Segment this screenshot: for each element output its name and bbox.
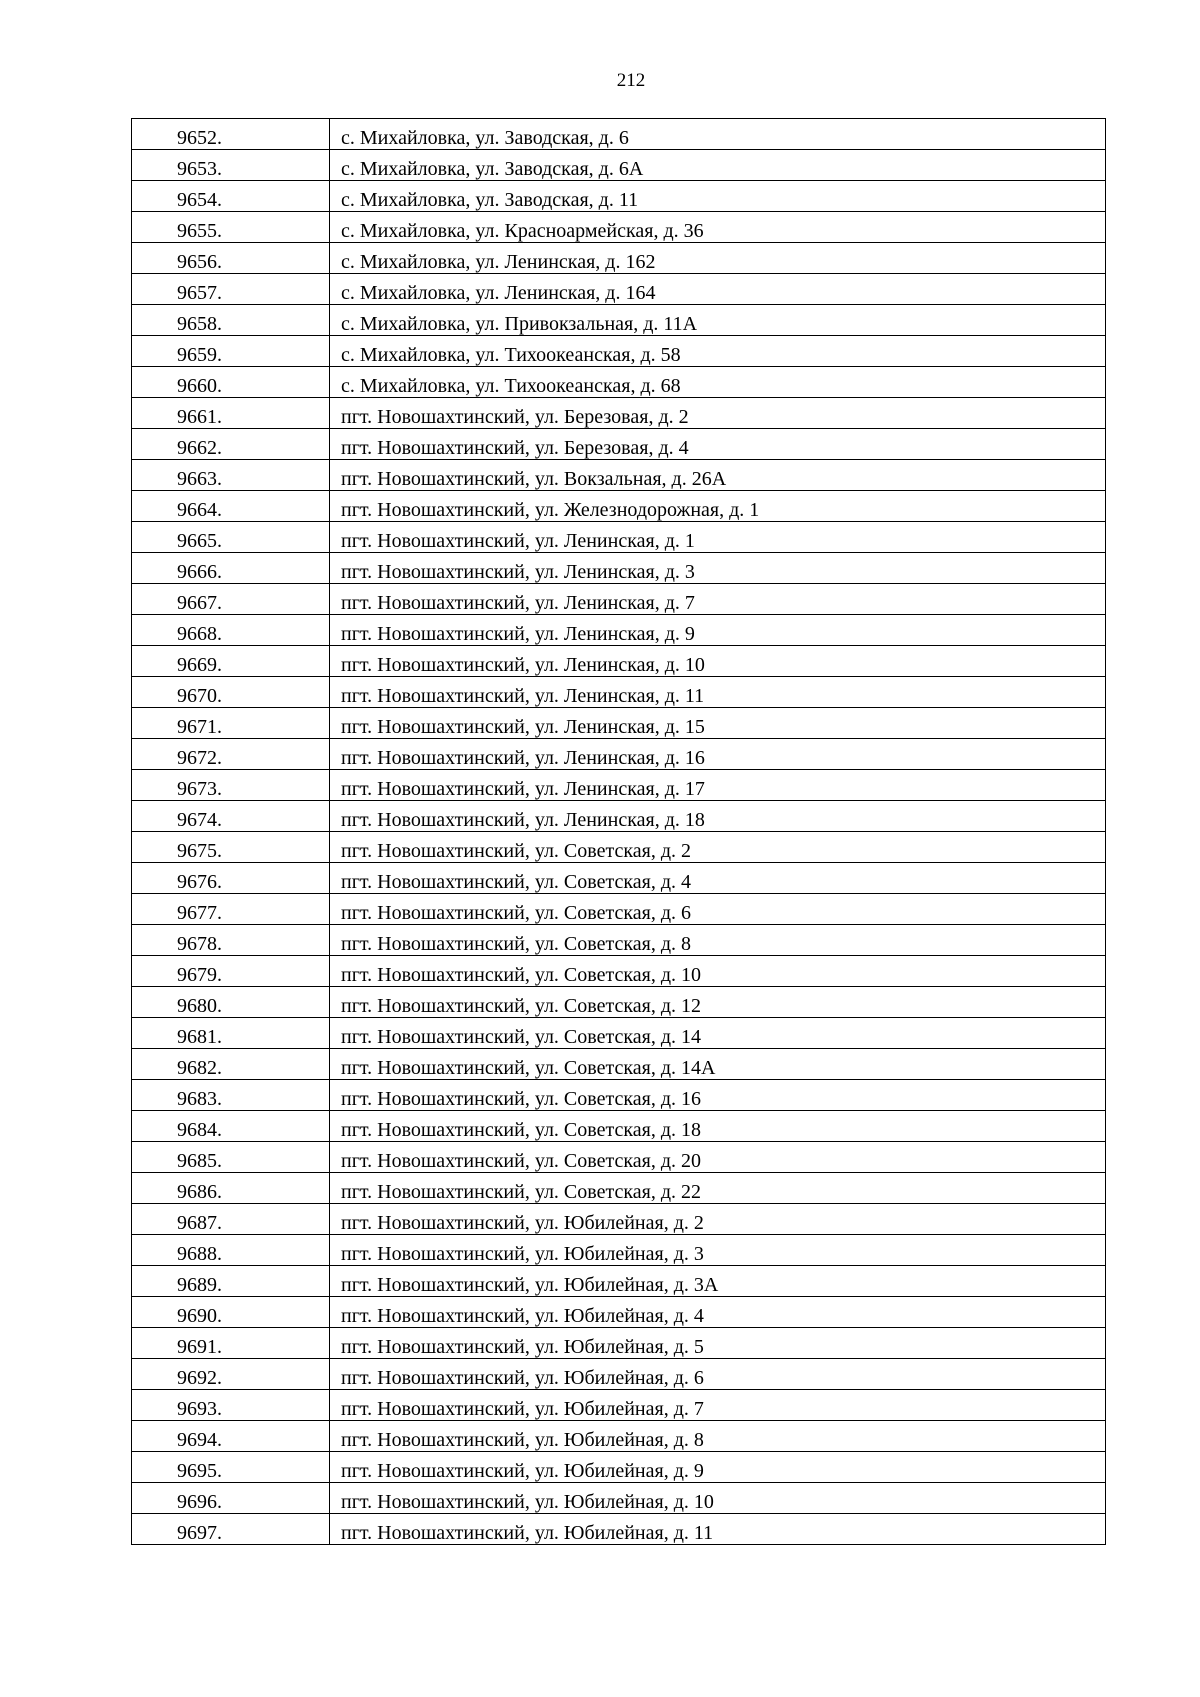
address-cell: пгт. Новошахтинский, ул. Советская, д. 22 — [330, 1173, 1106, 1204]
address-cell: пгт. Новошахтинский, ул. Советская, д. 20 — [330, 1142, 1106, 1173]
row-number-cell: 9682. — [132, 1049, 330, 1080]
row-number-cell: 9683. — [132, 1080, 330, 1111]
row-number-cell: 9661. — [132, 398, 330, 429]
address-cell: пгт. Новошахтинский, ул. Советская, д. 16 — [330, 1080, 1106, 1111]
table-row — [132, 150, 1106, 181]
row-number-cell: 9671. — [132, 708, 330, 739]
address-cell: пгт. Новошахтинский, ул. Железнодорожная, д. 1 — [330, 491, 1106, 522]
address-cell: пгт. Новошахтинский, ул. Советская, д. 4 — [330, 863, 1106, 894]
address-cell: пгт. Новошахтинский, ул. Советская, д. 8 — [330, 925, 1106, 956]
row-number-cell: 9680. — [132, 987, 330, 1018]
address-cell: пгт. Новошахтинский, ул. Ленинская, д. 16 — [330, 739, 1106, 770]
row-number-cell: 9656. — [132, 243, 330, 274]
table-row — [132, 987, 1106, 1018]
row-number-cell: 9696. — [132, 1483, 330, 1514]
row-number-cell: 9690. — [132, 1297, 330, 1328]
table-row — [132, 1080, 1106, 1111]
address-cell: пгт. Новошахтинский, ул. Ленинская, д. 1 — [330, 522, 1106, 553]
row-number-cell: 9679. — [132, 956, 330, 987]
table-row — [132, 801, 1106, 832]
table-row — [132, 553, 1106, 584]
row-number-cell: 9673. — [132, 770, 330, 801]
address-cell: пгт. Новошахтинский, ул. Ленинская, д. 9 — [330, 615, 1106, 646]
address-cell: пгт. Новошахтинский, ул. Советская, д. 14А — [330, 1049, 1106, 1080]
table-row — [132, 1173, 1106, 1204]
table-row — [132, 429, 1106, 460]
table-row — [132, 1328, 1106, 1359]
address-table — [131, 118, 1106, 1545]
table-row — [132, 212, 1106, 243]
table-row — [132, 925, 1106, 956]
table-row — [132, 522, 1106, 553]
address-table-body — [132, 119, 1106, 1545]
table-row — [132, 460, 1106, 491]
table-row — [132, 863, 1106, 894]
address-cell: пгт. Новошахтинский, ул. Юбилейная, д. 7 — [330, 1390, 1106, 1421]
address-cell: с. Михайловка, ул. Красноармейская, д. 36 — [330, 212, 1106, 243]
table-row — [132, 274, 1106, 305]
address-cell: пгт. Новошахтинский, ул. Березовая, д. 2 — [330, 398, 1106, 429]
row-number-cell: 9685. — [132, 1142, 330, 1173]
address-cell: пгт. Новошахтинский, ул. Советская, д. 2 — [330, 832, 1106, 863]
table-row — [132, 1390, 1106, 1421]
address-cell: с. Михайловка, ул. Привокзальная, д. 11А — [330, 305, 1106, 336]
row-number-cell: 9688. — [132, 1235, 330, 1266]
address-cell: пгт. Новошахтинский, ул. Советская, д. 14 — [330, 1018, 1106, 1049]
address-cell: пгт. Новошахтинский, ул. Юбилейная, д. 6 — [330, 1359, 1106, 1390]
row-number-cell: 9652. — [132, 119, 330, 150]
address-cell: пгт. Новошахтинский, ул. Советская, д. 6 — [330, 894, 1106, 925]
table-row — [132, 1142, 1106, 1173]
row-number-cell: 9687. — [132, 1204, 330, 1235]
table-row — [132, 1452, 1106, 1483]
table-row — [132, 305, 1106, 336]
address-cell: пгт. Новошахтинский, ул. Юбилейная, д. 5 — [330, 1328, 1106, 1359]
row-number-cell: 9664. — [132, 491, 330, 522]
table-row — [132, 1359, 1106, 1390]
address-cell: пгт. Новошахтинский, ул. Ленинская, д. 7 — [330, 584, 1106, 615]
table-row — [132, 1297, 1106, 1328]
table-row — [132, 491, 1106, 522]
table-row — [132, 1204, 1106, 1235]
row-number-cell: 9689. — [132, 1266, 330, 1297]
address-cell: пгт. Новошахтинский, ул. Юбилейная, д. 10 — [330, 1483, 1106, 1514]
table-row — [132, 894, 1106, 925]
table-row — [132, 708, 1106, 739]
address-cell: пгт. Новошахтинский, ул. Ленинская, д. 11 — [330, 677, 1106, 708]
row-number-cell: 9663. — [132, 460, 330, 491]
table-row — [132, 1018, 1106, 1049]
table-row — [132, 1421, 1106, 1452]
row-number-cell: 9693. — [132, 1390, 330, 1421]
row-number-cell: 9653. — [132, 150, 330, 181]
row-number-cell: 9686. — [132, 1173, 330, 1204]
row-number-cell: 9694. — [132, 1421, 330, 1452]
table-row — [132, 1266, 1106, 1297]
address-cell: пгт. Новошахтинский, ул. Ленинская, д. 17 — [330, 770, 1106, 801]
table-row — [132, 770, 1106, 801]
table-row — [132, 398, 1106, 429]
table-row — [132, 1235, 1106, 1266]
row-number-cell: 9665. — [132, 522, 330, 553]
row-number-cell: 9660. — [132, 367, 330, 398]
row-number-cell: 9659. — [132, 336, 330, 367]
address-cell: пгт. Новошахтинский, ул. Ленинская, д. 3 — [330, 553, 1106, 584]
row-number-cell: 9678. — [132, 925, 330, 956]
row-number-cell: 9670. — [132, 677, 330, 708]
table-row — [132, 584, 1106, 615]
address-cell: пгт. Новошахтинский, ул. Вокзальная, д. 26А — [330, 460, 1106, 491]
row-number-cell: 9662. — [132, 429, 330, 460]
address-cell: пгт. Новошахтинский, ул. Ленинская, д. 10 — [330, 646, 1106, 677]
table-row — [132, 243, 1106, 274]
address-cell: пгт. Новошахтинский, ул. Юбилейная, д. 3 — [330, 1235, 1106, 1266]
row-number-cell: 9691. — [132, 1328, 330, 1359]
table-row — [132, 119, 1106, 150]
table-row — [132, 1514, 1106, 1545]
address-cell: с. Михайловка, ул. Заводская, д. 6 — [330, 119, 1106, 150]
row-number-cell: 9677. — [132, 894, 330, 925]
table-row — [132, 615, 1106, 646]
address-cell: с. Михайловка, ул. Тихоокеанская, д. 68 — [330, 367, 1106, 398]
row-number-cell: 9667. — [132, 584, 330, 615]
address-cell: пгт. Новошахтинский, ул. Советская, д. 10 — [330, 956, 1106, 987]
address-cell: с. Михайловка, ул. Заводская, д. 11 — [330, 181, 1106, 212]
address-cell: с. Михайловка, ул. Ленинская, д. 164 — [330, 274, 1106, 305]
row-number-cell: 9654. — [132, 181, 330, 212]
table-row — [132, 1111, 1106, 1142]
row-number-cell: 9669. — [132, 646, 330, 677]
row-number-cell: 9692. — [132, 1359, 330, 1390]
row-number-cell: 9681. — [132, 1018, 330, 1049]
address-cell: пгт. Новошахтинский, ул. Юбилейная, д. 11 — [330, 1514, 1106, 1545]
row-number-cell: 9674. — [132, 801, 330, 832]
address-cell: пгт. Новошахтинский, ул. Юбилейная, д. 9 — [330, 1452, 1106, 1483]
row-number-cell: 9697. — [132, 1514, 330, 1545]
table-row — [132, 367, 1106, 398]
page-number: 212 — [616, 70, 646, 91]
row-number-cell: 9666. — [132, 553, 330, 584]
address-cell: пгт. Новошахтинский, ул. Юбилейная, д. 3А — [330, 1266, 1106, 1297]
address-cell: пгт. Новошахтинский, ул. Советская, д. 12 — [330, 987, 1106, 1018]
address-cell: пгт. Новошахтинский, ул. Ленинская, д. 18 — [330, 801, 1106, 832]
table-row — [132, 956, 1106, 987]
table-row — [132, 181, 1106, 212]
row-number-cell: 9657. — [132, 274, 330, 305]
address-cell: с. Михайловка, ул. Тихоокеанская, д. 58 — [330, 336, 1106, 367]
table-row — [132, 336, 1106, 367]
row-number-cell: 9684. — [132, 1111, 330, 1142]
address-cell: пгт. Новошахтинский, ул. Ленинская, д. 15 — [330, 708, 1106, 739]
row-number-cell: 9675. — [132, 832, 330, 863]
address-cell: пгт. Новошахтинский, ул. Березовая, д. 4 — [330, 429, 1106, 460]
address-cell: пгт. Новошахтинский, ул. Юбилейная, д. 8 — [330, 1421, 1106, 1452]
address-cell: пгт. Новошахтинский, ул. Советская, д. 18 — [330, 1111, 1106, 1142]
row-number-cell: 9676. — [132, 863, 330, 894]
row-number-cell: 9655. — [132, 212, 330, 243]
row-number-cell: 9668. — [132, 615, 330, 646]
row-number-cell: 9658. — [132, 305, 330, 336]
table-row — [132, 739, 1106, 770]
address-cell: пгт. Новошахтинский, ул. Юбилейная, д. 2 — [330, 1204, 1106, 1235]
address-cell: с. Михайловка, ул. Заводская, д. 6А — [330, 150, 1106, 181]
address-cell: с. Михайловка, ул. Ленинская, д. 162 — [330, 243, 1106, 274]
row-number-cell: 9695. — [132, 1452, 330, 1483]
table-row — [132, 1049, 1106, 1080]
table-row — [132, 1483, 1106, 1514]
table-row — [132, 677, 1106, 708]
row-number-cell: 9672. — [132, 739, 330, 770]
address-cell: пгт. Новошахтинский, ул. Юбилейная, д. 4 — [330, 1297, 1106, 1328]
table-row — [132, 646, 1106, 677]
table-row — [132, 832, 1106, 863]
